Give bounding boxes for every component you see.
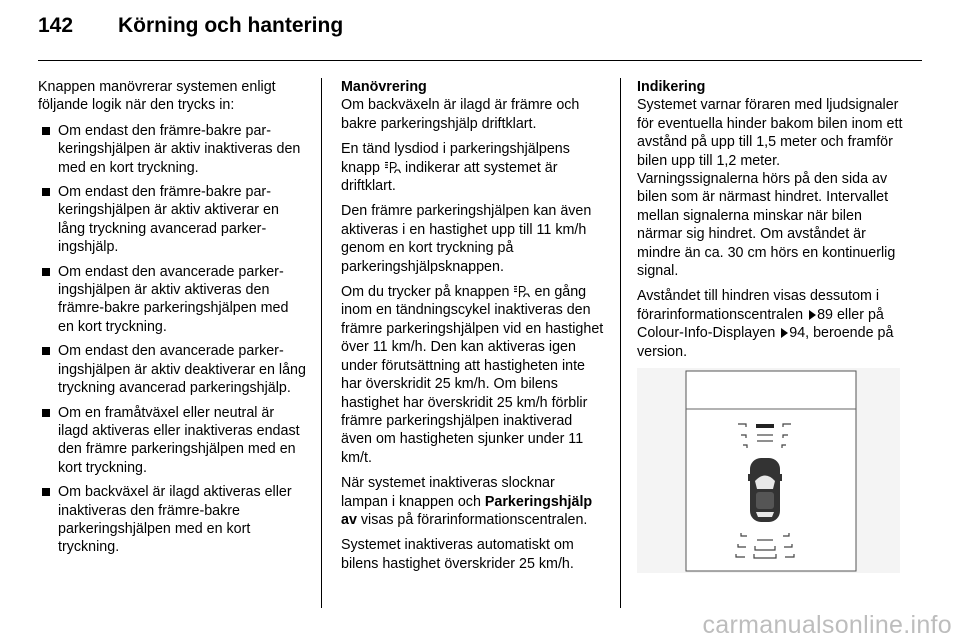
- page-reference-link[interactable]: 94: [789, 325, 806, 342]
- column-2: [341, 78, 605, 580]
- header-divider: [38, 60, 922, 61]
- chapter-title: Körning och hantering: [118, 14, 344, 37]
- list-item: Om endast den främre-bakre parkeringshjälpen är aktiv aktiverar en lång tryckning avancerad parkeringshjälp.: [38, 183, 308, 257]
- paragraph: Om du trycker på knappen en gång inom en tändningscykel inaktiveras den främre parkeringshjälpen vid en hastighet över 11 km/h. Den kan aktiveras igen under förutsättning att hastigheten inte har överskridit 25 km/h. Om bilens hastighet har överskridit 25 km/h förblir främre parkeringshjälpen inaktiverad även om hastigheten sjunker under 11 km/t.: [341, 284, 604, 466]
- paragraph: Den främre parkeringshjälpen kan även aktiveras i en hastighet upp till 11 km/h genom en kort tryckning på parkeringshjälpsknappen.: [341, 203, 592, 275]
- page-reference-link[interactable]: 89: [817, 306, 833, 323]
- list-item: Om endast den avancerade parkeringshjälpen är aktiv deaktiverar en lång tryckning avancerad parkeringshjälp.: [38, 342, 308, 397]
- parking-assist-icon: [384, 161, 401, 174]
- page-number: 142: [38, 14, 74, 37]
- column-3: [637, 78, 905, 368]
- column-divider-1: [321, 78, 322, 608]
- paragraph: Systemet inaktiveras automatiskt om bilens hastighet överskrider 25 km/h.: [341, 537, 574, 572]
- watermark-text: carmanualsonline.info: [702, 611, 952, 639]
- column-1: [38, 78, 308, 563]
- paragraph: Om backväxeln är ilagd är främre och bakre parkeringshjälp driftklart.: [341, 97, 580, 132]
- parking-display-drawing: [637, 368, 900, 573]
- paragraph: Systemet varnar föraren med ljudsignaler för eventuella hinder bakom bilen inom ett avstånd på upp till 1,5 meter och framför bilen upp till 1,2 meter. Varningssignalerna hörs på den sida av bilen som är närmast hindret. Intervallet mellan signalerna minskar när bilen närmar sig hindret. Om avståndet är mindre än ca. 30 cm hörs en kontinuerlig signal.: [637, 97, 903, 280]
- paragraph: När systemet inaktiveras slocknar lampan i knappen och Parkeringshjälp av visas på förarinformationscentralen.: [341, 475, 593, 528]
- page-reference-arrow-icon: [781, 328, 788, 338]
- column-divider-2: [620, 78, 621, 608]
- bullet-square-icon: [42, 188, 50, 196]
- bullet-square-icon: [42, 488, 50, 496]
- paragraph: Avståndet till hindren visas dessutom i förarinformationscentralen 89 eller på Colour-Info-Displayen 94, beroende på version.: [637, 288, 894, 360]
- list-item: Om en framåtväxel eller neutral är ilagd aktiveras eller inaktiveras endast den främre parkeringshjälpen med en kort tryckning.: [38, 404, 308, 478]
- message-text: Parkeringshjälp av: [341, 493, 593, 528]
- intro-paragraph: Knappen manövrerar systemen enligt följande logik när den trycks in:: [38, 79, 276, 114]
- bullet-square-icon: [42, 347, 50, 355]
- button-logic-list: [38, 122, 308, 557]
- list-item: Om endast den avancerade parkeringshjälpen är aktiv aktiveras den främre-bakre parkeringshjälpen med en kort tryckning.: [38, 263, 308, 337]
- page-header: [38, 14, 343, 38]
- parking-assist-icon: [513, 285, 530, 298]
- bullet-square-icon: [42, 268, 50, 276]
- list-item: Om backväxel är ilagd aktiveras eller inaktiveras den främre-bakre parkeringshjälpen med en kort tryckning.: [38, 483, 308, 557]
- parking-sensor-display-illustration: [637, 368, 900, 573]
- section-heading-indication: Indikering: [637, 79, 706, 95]
- section-heading-operation: Manövrering: [341, 79, 427, 95]
- list-item: Om endast den främre-bakre parkeringshjälpen är aktiv inaktiveras den med en kort tryckning.: [38, 122, 308, 177]
- bullet-square-icon: [42, 409, 50, 417]
- paragraph: En tänd lysdiod i parkeringshjälpens knapp indikerar att systemet är driftklart.: [341, 141, 570, 195]
- bullet-square-icon: [42, 127, 50, 135]
- page-reference-arrow-icon: [809, 310, 816, 320]
